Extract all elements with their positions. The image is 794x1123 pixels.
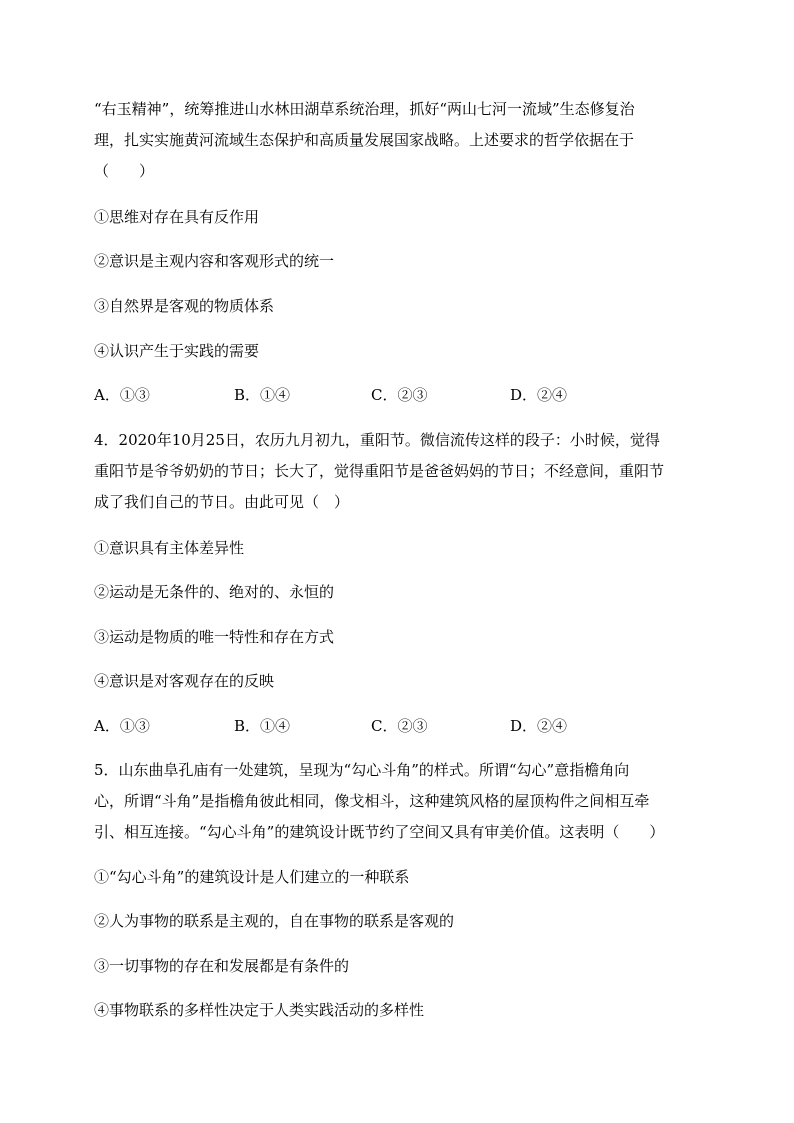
q3-stem-line-3: （ ）: [94, 162, 155, 180]
q4-stem-line-1: 4．2020年10月25日，农历九月初九，重阳节。微信流传这样的段子：小时候，觉得: [94, 431, 660, 449]
q3-choice-c: C．②③: [371, 386, 428, 404]
q4-stem-line-3: 成了我们自己的节日。由此可见（ ）: [94, 493, 350, 511]
q3-option-3: ③自然界是客观的物质体系: [94, 297, 275, 315]
q3-choices: [94, 385, 694, 405]
q3-option-2: ②意识是主观内容和客观形式的统一: [94, 252, 335, 270]
q4-option-3: ③运动是物质的唯一特性和存在方式: [94, 628, 335, 646]
q4-option-1: ①意识具有主体差异性: [94, 539, 245, 557]
q4-option-2: ②运动是无条件的、绝对的、永恒的: [94, 583, 335, 601]
q3-choice-d: D．②④: [510, 386, 568, 404]
q4-stem-line-2: 重阳节是爷爷奶奶的节日；长大了，觉得重阳节是爸爸妈妈的节日；不经意间，重阳节: [94, 462, 665, 480]
q5-option-1: ①“勾心斗角”的建筑设计是人们建立的一种联系: [94, 868, 410, 886]
q3-option-1: ①思维对存在具有反作用: [94, 208, 260, 226]
q3-stem-line-1: “右玉精神”，统筹推进山水林田湖草系统治理，抓好“两山七河一流域”生态修复治: [94, 100, 635, 118]
q3-option-4: ④认识产生于实践的需要: [94, 342, 260, 360]
q5-option-4: ④事物联系的多样性决定于人类实践活动的多样性: [94, 1001, 425, 1019]
q5-option-3: ③一切事物的存在和发展都是有条件的: [94, 957, 350, 975]
q5-stem-line-2: 心，所谓“斗角”是指檐角彼此相同，像戈相斗，这种建筑风格的屋顶构件之间相互牵: [94, 792, 650, 810]
q5-stem-line-3: 引、相互连接。“勾心斗角”的建筑设计既节约了空间又具有审美价值。这表明（ ）: [94, 823, 665, 841]
q3-choice-b: B．①④: [234, 386, 291, 404]
q5-option-2: ②人为事物的联系是主观的，自在事物的联系是客观的: [94, 912, 455, 930]
q4-choice-b: B．①④: [234, 717, 291, 735]
q4-choices: [94, 716, 694, 736]
q3-choice-a: A．①③: [94, 386, 150, 404]
q4-option-4: ④意识是对客观存在的反映: [94, 672, 275, 690]
q4-choice-a: A．①③: [94, 717, 150, 735]
q5-stem-line-1: 5．山东曲阜孔庙有一处建筑，呈现为“勾心斗角”的样式。所谓“勾心”意指檐角向: [94, 761, 630, 779]
q3-stem-line-2: 理，扎实实施黄河流域生态保护和高质量发展国家战略。上述要求的哲学依据在于: [94, 131, 635, 149]
q4-choice-d: D．②④: [510, 717, 568, 735]
q4-choice-c: C．②③: [371, 717, 428, 735]
